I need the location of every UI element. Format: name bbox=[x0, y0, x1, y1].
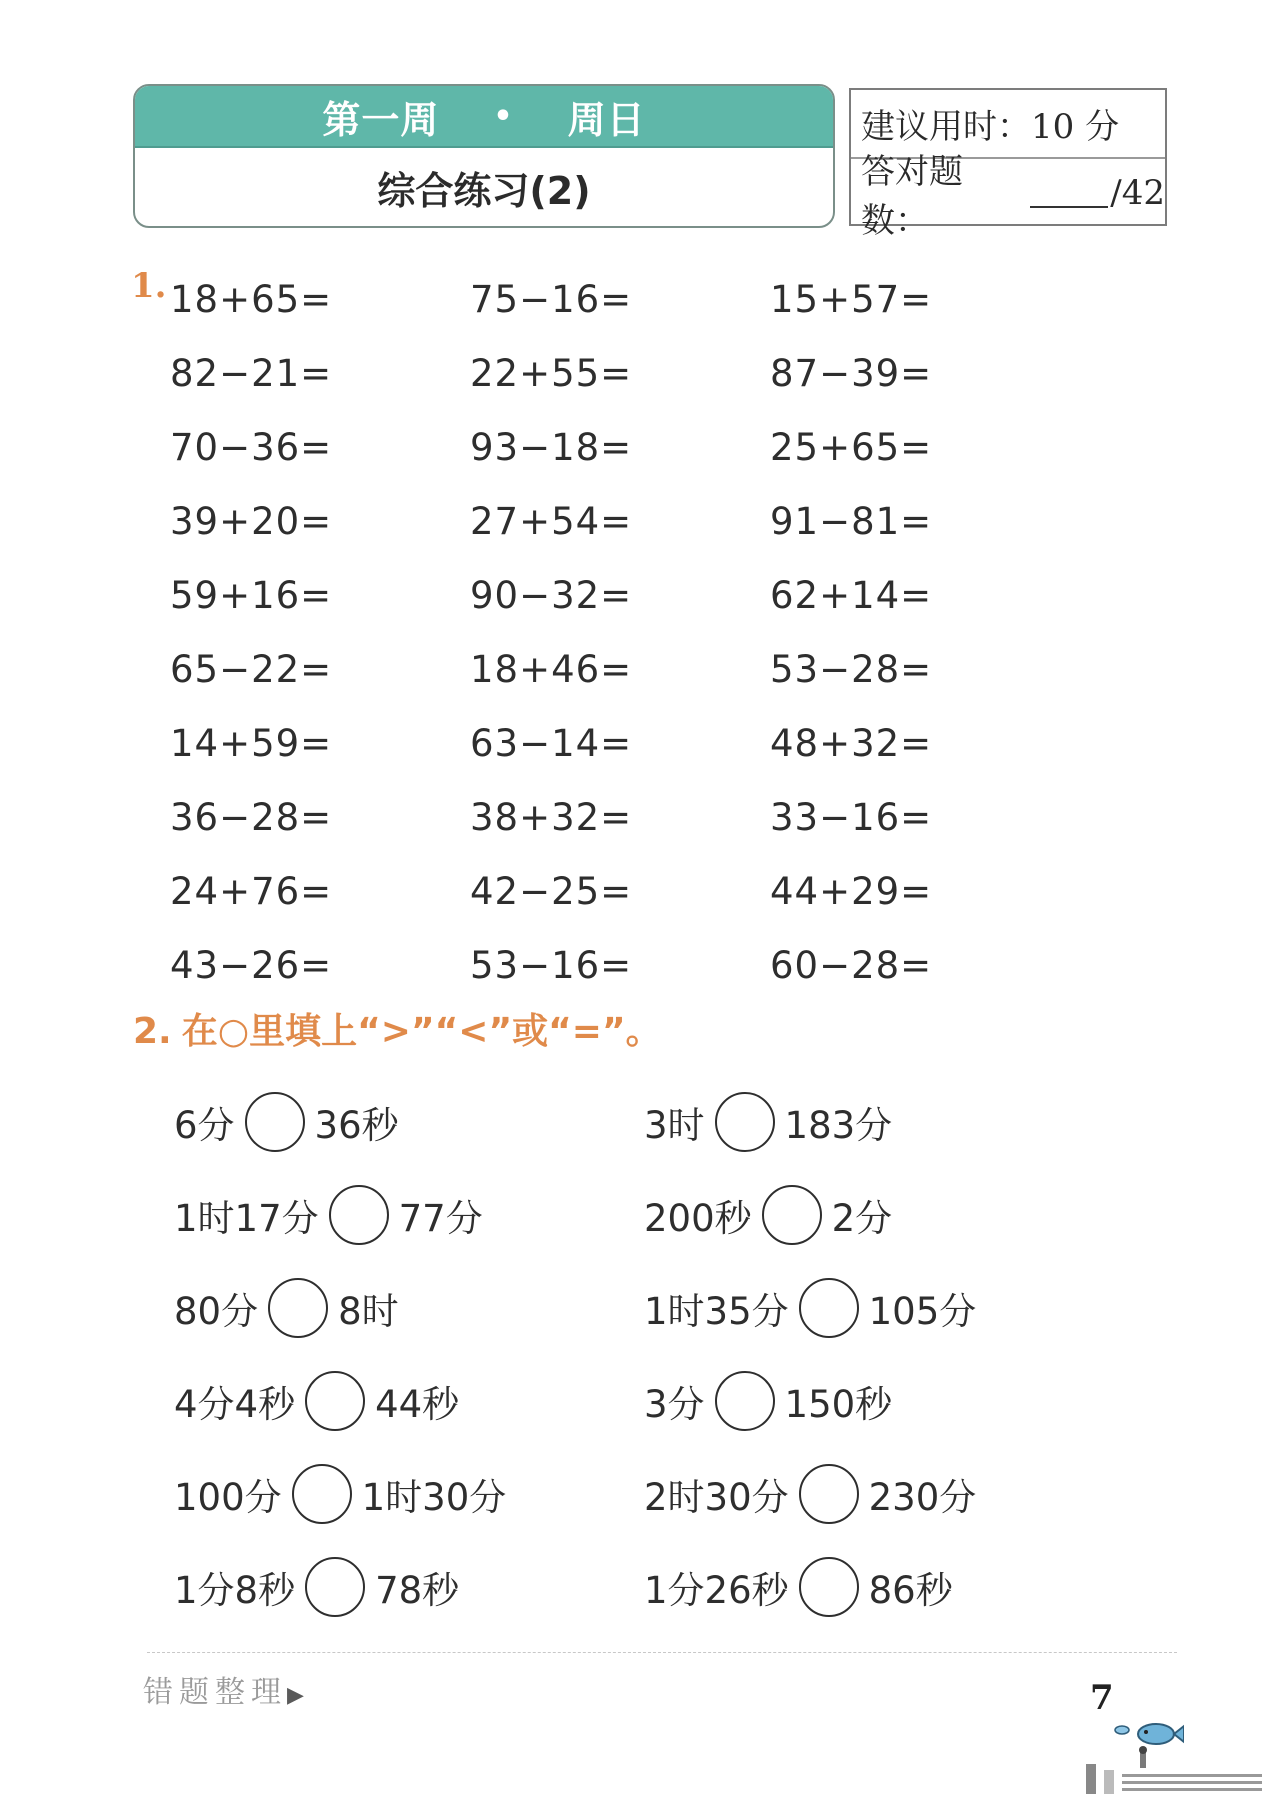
comparison-right-value: 8时 bbox=[338, 1289, 399, 1333]
comparison-problem bbox=[644, 1278, 1114, 1338]
arithmetic-problem: 70−36= bbox=[170, 425, 333, 469]
comparison-left-value: 6分 bbox=[174, 1103, 235, 1147]
week-label: 第一周 bbox=[322, 97, 440, 142]
comparison-grid bbox=[174, 1075, 1114, 1633]
answer-circle[interactable] bbox=[799, 1278, 859, 1338]
comparison-problem bbox=[644, 1464, 1114, 1524]
arithmetic-row bbox=[170, 854, 1070, 928]
arithmetic-problem: 38+32= bbox=[470, 795, 633, 839]
arithmetic-problem: 33−16= bbox=[770, 795, 933, 839]
arithmetic-problem: 60−28= bbox=[770, 943, 933, 987]
arithmetic-problem: 53−16= bbox=[470, 943, 633, 987]
arithmetic-grid bbox=[170, 262, 1070, 1002]
question-1-number: 1. bbox=[131, 266, 167, 306]
correct-count-blank[interactable] bbox=[1030, 178, 1108, 208]
comparison-left-value: 4分4秒 bbox=[174, 1382, 296, 1426]
arithmetic-problem: 22+55= bbox=[470, 351, 633, 395]
comparison-problem bbox=[644, 1371, 1114, 1431]
mistake-review-text: 错题整理 bbox=[143, 1675, 287, 1710]
comparison-left-value: 3分 bbox=[644, 1382, 705, 1426]
arithmetic-row bbox=[170, 780, 1070, 854]
arithmetic-problem: 91−81= bbox=[770, 499, 933, 543]
arithmetic-problem: 27+54= bbox=[470, 499, 633, 543]
comparison-row bbox=[174, 1075, 1114, 1168]
correct-count-total: /42 bbox=[1110, 172, 1165, 213]
comparison-right-value: 86秒 bbox=[868, 1568, 953, 1612]
arithmetic-row bbox=[170, 928, 1070, 1002]
comparison-right-value: 150秒 bbox=[784, 1382, 893, 1426]
answer-circle[interactable] bbox=[715, 1092, 775, 1152]
comparison-row bbox=[174, 1447, 1114, 1540]
comparison-left-value: 1时17分 bbox=[174, 1196, 319, 1240]
arithmetic-row bbox=[170, 558, 1070, 632]
arithmetic-problem: 65−22= bbox=[170, 647, 333, 691]
comparison-left-value: 1分26秒 bbox=[644, 1568, 789, 1612]
decorative-lines-icon bbox=[1086, 1760, 1262, 1796]
arithmetic-row bbox=[170, 262, 1070, 336]
comparison-problem bbox=[174, 1464, 644, 1524]
comparison-problem bbox=[174, 1371, 644, 1431]
arithmetic-problem: 18+46= bbox=[470, 647, 633, 691]
arithmetic-row bbox=[170, 632, 1070, 706]
subtitle: 综合练习(2) bbox=[377, 168, 591, 213]
correct-count-label: 答对题数： bbox=[861, 151, 963, 241]
arithmetic-problem: 82−21= bbox=[170, 351, 333, 395]
answer-circle[interactable] bbox=[305, 1557, 365, 1617]
comparison-left-value: 2时30分 bbox=[644, 1475, 789, 1519]
arithmetic-problem: 53−28= bbox=[770, 647, 933, 691]
arithmetic-problem: 62+14= bbox=[770, 573, 933, 617]
comparison-left-value: 80分 bbox=[174, 1289, 259, 1333]
comparison-problem bbox=[644, 1185, 1114, 1245]
arithmetic-problem: 24+76= bbox=[170, 869, 333, 913]
title-banner bbox=[135, 86, 833, 148]
comparison-row bbox=[174, 1261, 1114, 1354]
arithmetic-row bbox=[170, 484, 1070, 558]
comparison-left-value: 1时35分 bbox=[644, 1289, 789, 1333]
info-panel bbox=[849, 88, 1167, 241]
answer-circle[interactable] bbox=[329, 1185, 389, 1245]
comparison-problem bbox=[174, 1185, 644, 1245]
comparison-problem bbox=[174, 1557, 644, 1617]
suggested-time: 建议用时：10 分 bbox=[861, 107, 1120, 147]
arithmetic-row bbox=[170, 336, 1070, 410]
comparison-left-value: 3时 bbox=[644, 1103, 705, 1147]
answer-circle[interactable] bbox=[799, 1464, 859, 1524]
answer-circle[interactable] bbox=[715, 1371, 775, 1431]
comparison-problem bbox=[174, 1278, 644, 1338]
arithmetic-problem: 90−32= bbox=[470, 573, 633, 617]
arithmetic-problem: 14+59= bbox=[170, 721, 333, 765]
arithmetic-problem: 93−18= bbox=[470, 425, 633, 469]
comparison-problem bbox=[644, 1557, 1114, 1617]
arithmetic-problem: 25+65= bbox=[770, 425, 933, 469]
arithmetic-problem: 39+20= bbox=[170, 499, 333, 543]
page-number: 7 bbox=[1090, 1678, 1114, 1718]
arithmetic-problem: 42−25= bbox=[470, 869, 633, 913]
triangle-right-icon: ▶ bbox=[287, 1683, 304, 1708]
comparison-right-value: 44秒 bbox=[375, 1382, 460, 1426]
comparison-row bbox=[174, 1540, 1114, 1633]
comparison-right-value: 105分 bbox=[868, 1289, 977, 1333]
comparison-right-value: 230分 bbox=[868, 1475, 977, 1519]
arithmetic-problem: 44+29= bbox=[770, 869, 933, 913]
comparison-right-value: 183分 bbox=[784, 1103, 893, 1147]
answer-circle[interactable] bbox=[762, 1185, 822, 1245]
separator-dot: • bbox=[493, 98, 514, 134]
arithmetic-problem: 18+65= bbox=[170, 277, 333, 321]
answer-circle[interactable] bbox=[245, 1092, 305, 1152]
comparison-right-value: 1时30分 bbox=[361, 1475, 507, 1519]
comparison-left-value: 1分8秒 bbox=[174, 1568, 296, 1612]
comparison-right-value: 2分 bbox=[831, 1196, 893, 1240]
arithmetic-problem: 59+16= bbox=[170, 573, 333, 617]
answer-circle[interactable] bbox=[305, 1371, 365, 1431]
answer-circle[interactable] bbox=[268, 1278, 328, 1338]
title-panel bbox=[133, 84, 835, 228]
comparison-problem bbox=[174, 1092, 644, 1152]
arithmetic-row bbox=[170, 410, 1070, 484]
mistake-review-label bbox=[143, 1667, 304, 1711]
comparison-right-value: 36秒 bbox=[314, 1103, 399, 1147]
arithmetic-problem: 87−39= bbox=[770, 351, 933, 395]
day-label: 周日 bbox=[567, 97, 646, 142]
arithmetic-row bbox=[170, 706, 1070, 780]
comparison-row bbox=[174, 1354, 1114, 1447]
question-2-heading bbox=[133, 1003, 662, 1054]
arithmetic-problem: 48+32= bbox=[770, 721, 933, 765]
answer-circle[interactable] bbox=[799, 1557, 859, 1617]
comparison-problem bbox=[644, 1092, 1114, 1152]
comparison-right-value: 77分 bbox=[398, 1196, 483, 1240]
question-2-title: 在○里填上“>”“<”或“=”。 bbox=[181, 1011, 662, 1052]
correct-count-row bbox=[851, 151, 1165, 241]
comparison-left-value: 100分 bbox=[174, 1475, 282, 1519]
arithmetic-problem: 15+57= bbox=[770, 277, 933, 321]
question-2-number: 2. bbox=[133, 1011, 172, 1052]
answer-circle[interactable] bbox=[292, 1464, 352, 1524]
arithmetic-problem: 75−16= bbox=[470, 277, 633, 321]
comparison-right-value: 78秒 bbox=[375, 1568, 460, 1612]
arithmetic-problem: 43−26= bbox=[170, 943, 333, 987]
footer-divider bbox=[147, 1652, 1177, 1653]
comparison-row bbox=[174, 1168, 1114, 1261]
arithmetic-problem: 63−14= bbox=[470, 721, 633, 765]
arithmetic-problem: 36−28= bbox=[170, 795, 333, 839]
comparison-left-value: 200秒 bbox=[644, 1196, 752, 1240]
